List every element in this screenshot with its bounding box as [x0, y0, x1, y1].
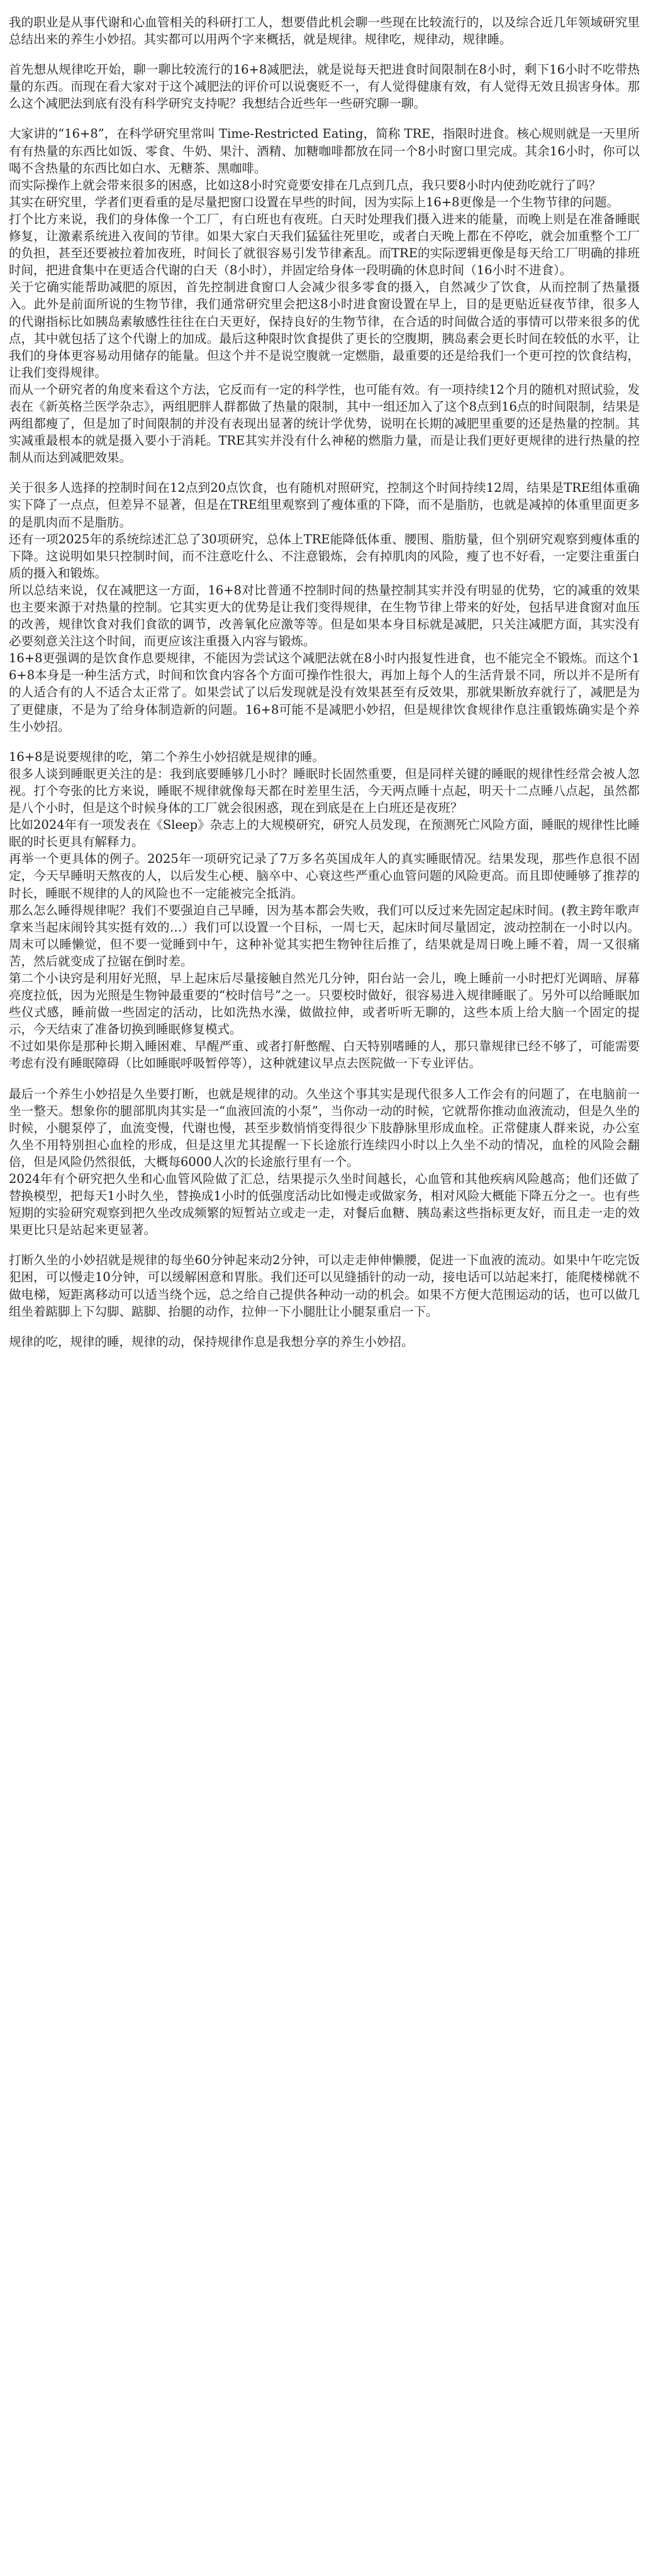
paragraph-intro: 我的职业是从事代谢和心血管相关的科研打工人，想要借此机会聊一些现在比较流行的，以及综合近几年领域研究里总结出来的养生小妙招。其实都可以用两个字来概括，就是规律。规律吃，规律动，规律睡。 — [9, 15, 640, 47]
paragraph-tre-evidence: 关于很多人选择的控制时间在12点到20点饮食，也有随机对照研究，控制这个时间持续12周，结果是TRE组体重确实下降了一点点，但差异不显著，但是在TRE组里观察到了瘦体重的下降，而不是脂肪，也就是减掉的体重里面更多的是肌肉而不是脂肪。 还有一项2025年的系统综述汇总了30项研究，总体上TRE能降低体重、腰围、脂肪量，但个别研究观察到瘦体重的下降。这说明如果只控制时间，而不注意吃什么、不注意锻炼，会有掉肌肉的风险，瘦了也不好看，一定要注重蛋白质的摄入和锻炼。 所以总结来说，仅在减肥这一方面，16+8对比普通不控制时间的热量控制其实并没有明显的优势，它的减重的效果也主要来源于对热量的控制。它其实更大的优势是让我们变得规律，在生物节律上带来的好处，包括早进食窗对血压的改善，规律饮食对我们食欲的调节，改善氧化应激等等。但是如果本身目标就是减肥，只关注减肥方面，其实没有必要刻意关注这个时间，而更应该注重摄入内容与锻炼。 16+8更强调的是饮食作息要规律，不能因为尝试这个减肥法就在8小时内报复性进食，也不能完全不锻炼。而这个16+8本身是一种生活方式，时间和饮食内容各个方面可操作性很大，再加上每个人的生活背景不同，所以并不是所有的人适合有的人不适合太正常了。如果尝试了以后发现就是没有效果甚至有反效果，那就果断放弃就行了，减肥是为了更健康，不是为了给身体制造新的问题。16+8可能不是减肥小妙招，但是规律饮食规律作息注重锻炼确实是个养生小妙招。 — [9, 480, 640, 734]
paragraph-sitting-tips: 打断久坐的小妙招就是规律的每坐60分钟起来动2分钟，可以走走伸伸懒腰，促进一下血液的流动。如果中午吃完饭犯困，可以慢走10分钟，可以缓解困意和胃胀。我们还可以见缝插针的动一动，接电话可以站起来打，能爬楼梯就不做电梯，短距离移动可以适当绕个远，总之给自己提供各种动一动的机会。如果不方便大范围运动的话，也可以做几组坐着踮脚上下勾脚、踮脚、抬腿的动作，拉伸一下小腿肚让小腿泵重启一下。 — [9, 1253, 640, 1319]
paragraph-sleep: 16+8是说要规律的吃，第二个养生小妙招就是规律的睡。 很多人谈到睡眠更关注的是：我到底要睡够几小时？睡眠时长固然重要，但是同样关键的睡眠的规律性经常会被人忽视。打个夸张的比方来说，睡眠不规律就像每天都在时差里生活，今天两点睡十点起，明天十二点睡八点起，虽然都是八个小时，但是这个时候身体的工厂就会很困惑，现在到底是在上白班还是夜班？ 比如2024年有一项发表在《Sleep》杂志上的大规模研究，研究人员发现，在预测死亡风险方面，睡眠的规律性比睡眠的时长更具有解释力。 再举一个更具体的例子。2025年一项研究记录了7万多名英国成年人的真实睡眠情况。结果发现，那些作息很不固定，今天早睡明天熬夜的人，以后发生心梗、脑卒中、心衰这些严重心血管问题的风险更高。而且即使睡够了推荐的时长，睡眠不规律的人的风险也不一定能被完全抵消。 那么怎么睡得规律呢？我们不要强迫自己早睡，因为基本都会失败，我们可以反过来先固定起床时间。(教主跨年歌声拿来当起床闹铃其实挺有效的…）我们可以设置一个目标，一周七天，起床时间尽量固定，波动控制在一小时以内。周末可以睡懒觉，但不要一觉睡到中午，这种补觉其实把生物钟往后推了，结果就是周日晚上睡不着，周一又很痛苦，然后就变成了拉锯在倒时差。 — [9, 749, 640, 969]
paragraph-sleep-tips: 第二个小诀窍是利用好光照，早上起床后尽量接触自然光几分钟，阳台站一会儿，晚上睡前一小时把灯光调暗、屏幕亮度拉低，因为光照是生物钟最重要的“校时信号”之一。只要校时做好，很容易进入规律睡眠了。另外可以给睡眠加些仪式感，睡前做一些固定的活动，比如洗热水澡，做做拉伸，或者听听无聊的，这些本质上给大脑一个固定的提示，今天结束了准备切换到睡眠修复模式。 不过如果你是那种长期入睡困难、早醒严重、或者打鼾憋醒、白天特别嗜睡的人，那只靠规律已经不够了，可能需要考虑有没有睡眠障碍（比如睡眠呼吸暂停等），这种就建议早点去医院做一下专业评估。 — [9, 970, 640, 1071]
paragraph-conclusion: 规律的吃，规律的睡，规律的动，保持规律作息是我想分享的养生小妙招。 — [9, 1334, 414, 1349]
paragraph-tre-explanation: 大家讲的“16+8”，在科学研究里常叫 Time-Restricted Eating，简称 TRE，指限时进食。核心规则就是一天里所有有热量的东西比如饭、零食、牛奶、果汁、酒精、加糖咖啡都放在同一个8小时窗口里完成。其余16小时，你可以喝不含热量的东西比如白水、无糖茶、黑咖啡。 而实际操作上就会带来很多的困惑，比如这8小时究竟要安排在几点到几点，我只要8小时内使劲吃就行了吗？ 其实在研究里，学者们更看重的是尽量把窗口设置在早些的时间，因为实际上16+8更像是一个生物节律的问题。 打个比方来说，我们的身体像一个工厂，有白班也有夜班。白天时处理我们摄入进来的能量，而晚上则是在准备睡眠修复，让激素系统进入夜间的节律。如果大家白天我们猛猛往死里吃，或者白天晚上都在不停吃，就会加重整个工厂的负担，甚至还要被拉着加夜班，时间长了就很容易引发节律紊乱。而TRE的实际逻辑更像是每天给工厂明确的排班时间，把进食集中在更适合代谢的白天（8小时），并固定给身体一段明确的休息时间（16小时不进食）。 关于它确实能帮助减肥的原因，首先控制进食窗口人会减少很多零食的摄入，自然减少了饮食，从而控制了热量摄入。此外是前面所说的生物节律，我们通常研究里会把这8小时进食窗设置在早上，目的是更贴近昼夜节律，很多人的代谢指标比如胰岛素敏感性往往在白天更好，保持良好的生物节律，在合适的时间做合适的事情可以带来很多的优点，其中就包括了这个代谢上的加成。最后这种限时饮食提供了更长的空腹期，胰岛素会更长时间在较低的水平，让我们的身体更容易动用储存的能量。但这个并不是说空腹就一定燃脂，最重要的还是给我们一个更可控的饮食结构，让我们变得规律。 而从一个研究者的角度来看这个方法，它反而有一定的科学性，也可能有效。有一项持续12个月的随机对照试验，发表在《新英格兰医学杂志》，两组肥胖人群都做了热量的限制，其中一组还加入了这个8点到16点的时间限制，结果是两组都瘦了，但是加了时间限制的并没有表现出显著的统计学优势，说明在长期的减肥里重要的还是热量的控制。其实减重最根本的就是摄入要小于消耗。TRE其实并没有什么神秘的燃脂力量，而是让我们更好更规律的进行热量的控制从而达到减肥效果。 — [9, 126, 640, 465]
paragraph-sitting: 最后一个养生小妙招是久坐要打断，也就是规律的动。久坐这个事其实是现代很多人工作会有的问题了，在电脑前一坐一整天。想象你的腿部肌肉其实是一“血液回流的小泵”，当你动一动的时候，它就帮你推动血液流动，但是久坐的时候，小腿泵停了，血流变慢，代谢也慢，甚至步数悄悄变得很少下肢静脉里形成血栓。正常健康人群来说，办公室久坐不用特别担心血栓的形成，但是这里尤其提醒一下长途旅行连续四小时以上久坐不动的情况，血栓的风险会翻倍，但是风险仍然很低，大概每6000人次的长途旅行里有一个。 2024年有个研究把久坐和心血管风险做了汇总，结果提示久坐时间越长，心血管和其他疾病风险越高；他们还做了替换模型，把每天1小时久坐，替换成1小时的低强度活动比如慢走或做家务，相对风险大概能下降五分之一。也有些短期的实验研究观察到把久坐改成频繁的短暂站立或走一走，对餐后血糖、胰岛素这些指标更友好，而且走一走的效果更比只是站起来更显著。 — [9, 1086, 640, 1238]
paragraph-eating-intro: 首先想从规律吃开始，聊一聊比较流行的16+8减肥法，就是说每天把进食时间限制在8小时，剩下16小时不吃带热量的东西。而现在看大家对于这个减肥法的评价可以说褒贬不一，有人觉得健康有效，有人觉得无效且损害身体。那么这个减肥法到底有没有科学研究支持呢？我想结合近些年一些研究聊一聊。 — [9, 62, 640, 111]
